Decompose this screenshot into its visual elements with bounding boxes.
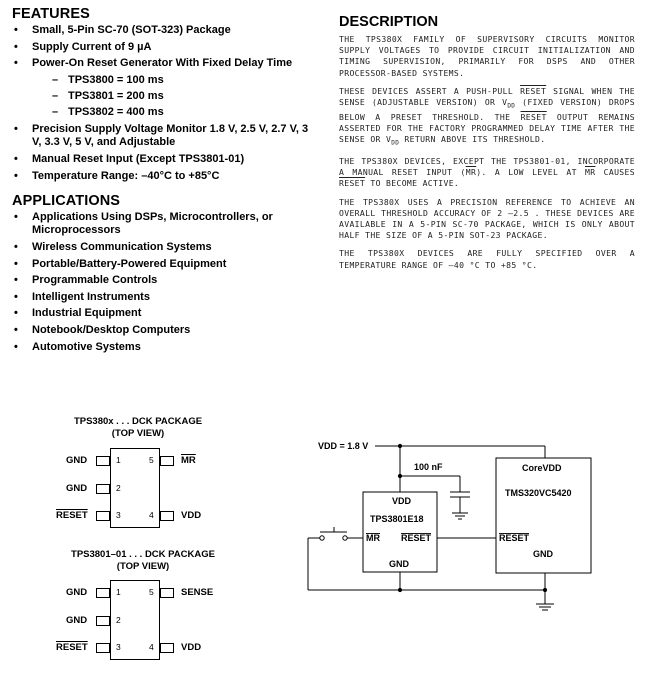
dsp-core-vdd-label: CoreVDD <box>522 463 562 473</box>
pin-label: SENSE <box>181 587 214 598</box>
pin-label: $\overline{MR}$ <box>181 455 196 466</box>
pin-label: GND <box>66 455 88 466</box>
pin-label: RESET <box>56 510 88 521</box>
package2-title-line1: TPS3801–01 . . . DCK PACKAGE <box>71 549 215 560</box>
application-item: • Portable/Battery-Powered Equipment <box>12 258 317 271</box>
pin-number: 4 <box>149 642 154 652</box>
pin-number: 5 <box>149 587 154 597</box>
pin-number: 3 <box>116 510 121 520</box>
package1-title-line1: TPS380x . . . DCK PACKAGE <box>73 416 203 427</box>
subscript-dd: DD <box>507 102 516 110</box>
dsp-gnd-label: GND <box>533 549 553 559</box>
feature-item: • Manual Reset Input (Except TPS3801-01) <box>12 153 317 166</box>
subscript-dd: DD <box>391 139 400 147</box>
pin-number: 3 <box>116 642 121 652</box>
pin-number: 1 <box>116 455 121 465</box>
reset-overbar-text: RESET <box>520 85 547 96</box>
feature-item: • Temperature Range: –40°C to +85°C <box>12 170 317 183</box>
pin-number: 2 <box>116 615 121 625</box>
delay-item: – TPS3801 = 200 ms <box>32 90 317 103</box>
pin-label: RESET <box>56 642 88 653</box>
supervisor-gnd-label: GND <box>389 559 409 569</box>
package1-title-line2: (TOP VIEW) <box>111 428 165 439</box>
application-item: • Notebook/Desktop Computers <box>12 324 317 337</box>
pin-label: GND <box>66 587 88 598</box>
text-run: ). A LOW LEVEL AT <box>476 167 577 178</box>
mr-overbar-text: $\overline{MR}$ <box>585 167 596 178</box>
text-run: OUTPUT REMAINS ASSERTED FOR THE FACTORY PROGRAMMED DELAY TIME AFTER THE SENSE OR V <box>339 111 635 145</box>
junction-dot <box>398 474 401 477</box>
reset-overbar-text: RESET <box>520 111 547 122</box>
application-item: • Automotive Systems <box>12 341 317 354</box>
junction-dot <box>398 588 401 591</box>
supervisor-name: TPS3801E18 <box>370 514 424 524</box>
switch-contact <box>320 536 324 540</box>
feature-item: • Small, 5-Pin SC-70 (SOT-323) Package <box>12 24 317 37</box>
application-item: • Industrial Equipment <box>12 307 317 320</box>
pin-label: GND <box>66 483 88 494</box>
supervisor-mr-label: MR <box>366 533 380 543</box>
applications-heading: APPLICATIONS <box>12 193 121 209</box>
pin-number: 1 <box>116 587 121 597</box>
description-paragraph-5: THE TPS380X DEVICES ARE FULLY SPECIFIED OVER A TEMPERATURE RANGE OF –40 °C TO +85 °C. <box>339 248 635 270</box>
application-item: • Programmable Controls <box>12 274 317 287</box>
pin-label: GND <box>66 615 88 626</box>
description-heading: DESCRIPTION <box>339 14 439 30</box>
capacitor-label: 100 nF <box>414 462 443 472</box>
dsp-reset-label: RESET <box>499 533 530 543</box>
application-item: • Wireless Communication Systems <box>12 241 317 254</box>
text-run: SIGNAL WHEN THE SENSE (ADJUSTABLE VERSION) OR V <box>339 85 635 108</box>
delay-item: – TPS3800 = 100 ms <box>32 74 317 87</box>
text-run: (FIXED VERSION) DROPS BELOW A PRESET THRESHOLD. THE <box>339 97 635 122</box>
text-run: CAUSES <box>603 167 635 178</box>
text-run: RETURN ABOVE ITS THRESHOLD. <box>404 134 546 145</box>
feature-item-text: Power-On Reset Generator With Fixed Delay Time <box>32 57 293 70</box>
supervisor-reset-label: RESET <box>401 533 432 543</box>
junction-dot <box>543 588 546 591</box>
pin-number: 5 <box>149 455 154 465</box>
supervisor-vdd-label: VDD <box>392 496 412 506</box>
feature-item: • Supply Current of 9 µA <box>12 41 317 54</box>
delay-item: – TPS3802 = 400 ms <box>32 106 317 119</box>
feature-item: • Precision Supply Voltage Monitor 1.8 V, 2.5 V, 2.7 V, 3 V, 3.3 V, 5 V, and Adjustable <box>12 123 317 150</box>
application-item: • Intelligent Instruments <box>12 291 317 304</box>
application-item: • Applications Using DSPs, Microcontrollers, or Microprocessors <box>12 211 317 238</box>
text-run: TO BECOME ACTIVE. <box>370 178 460 189</box>
vdd-supply-label: VDD = 1.8 V <box>318 441 369 451</box>
text-run: THESE DEVICES ASSERT A PUSH-PULL <box>339 85 514 96</box>
reset-overbar-text: RESET <box>339 178 366 189</box>
dsp-name: TMS320VC5420 <box>505 488 572 498</box>
features-heading: FEATURES <box>12 6 90 22</box>
pin-number: 4 <box>149 510 154 520</box>
pin-number: 2 <box>116 483 121 493</box>
pin-label: VDD <box>181 642 202 653</box>
package2-title-line2: (TOP VIEW) <box>116 561 170 572</box>
mr-overbar-text: $\overline{MR}$ <box>465 167 477 178</box>
description-paragraph-4: THE TPS380X USES A PRECISION REFERENCE TO ACHIEVE AN OVERALL THRESHOLD ACCURACY OF 2 —2.5 . THESE DEVICES ARE AVAILABLE IN A 5-PIN SC-70 PACKAGE, WHICH IS ONLY ABOUT HALF THE SIZE OF A 5-PIN SOT-23 PACKAGE. <box>339 196 635 241</box>
description-paragraph-1: THE TPS380X FAMILY OF SUPERVISORY CIRCUITS MONITOR SUPPLY VOLTAGES TO PROVIDE CIRCUIT INITIALIZATION AND TIMING SUPERVISION, PRIMARILY FOR DSPS AND OTHER PROCESSOR-BASED SYSTEMS. <box>339 34 635 78</box>
text-run: THE TPS380X DEVICES, EXCEPT THE TPS3801-01, INCORPORATE A MANUAL RESET INPUT ( <box>339 156 635 178</box>
switch-contact <box>343 536 347 540</box>
pin-label: VDD <box>181 510 202 521</box>
